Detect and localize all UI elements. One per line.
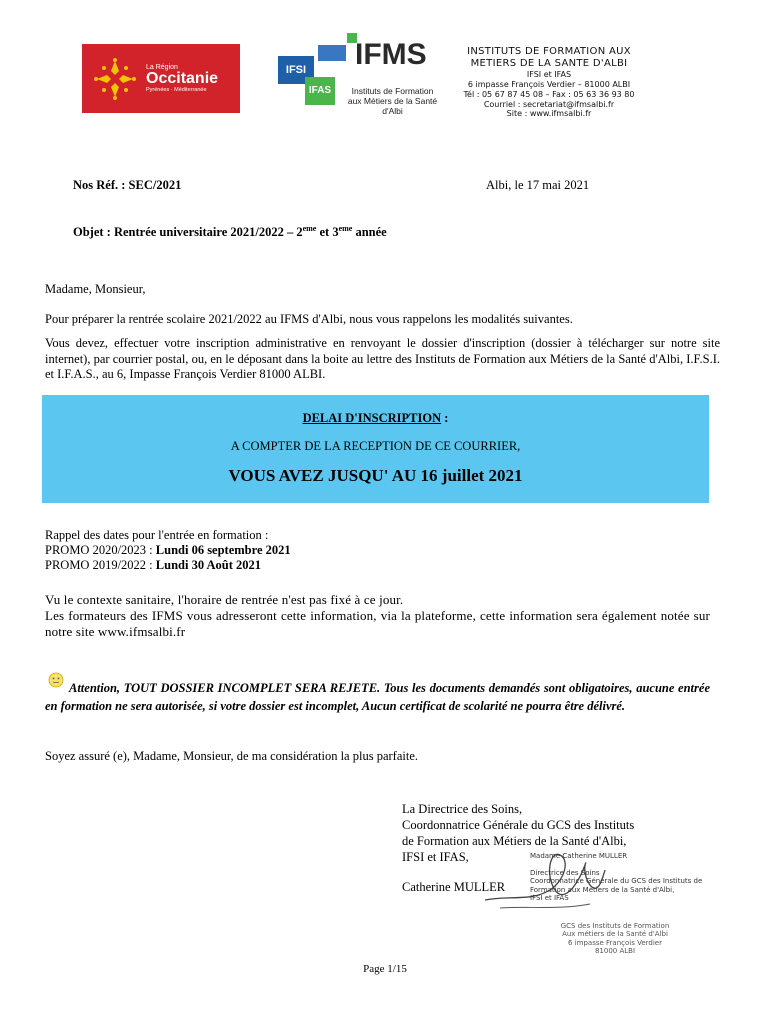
region-logo-line3: Pyrénées · Méditerranée bbox=[146, 86, 207, 93]
stamp2-line: 6 impasse François Verdier bbox=[568, 938, 662, 947]
signature-line: Coordonnatrice Générale du GCS des Instituts bbox=[402, 818, 635, 832]
attention-warning bbox=[45, 679, 710, 715]
signature-line: IFSI et IFAS, bbox=[402, 850, 469, 864]
salutation: Madame, Monsieur, bbox=[45, 282, 146, 296]
promo-2020-line bbox=[45, 543, 291, 558]
institution-stamp bbox=[555, 922, 675, 956]
ifms-subtitle-line: aux Métiers de la Santé bbox=[347, 95, 438, 106]
ifms-logo-ifsi: IFSI bbox=[278, 56, 314, 84]
signer-name: Catherine MULLER bbox=[402, 880, 506, 894]
promo-2020-date: Lundi 06 septembre 2021 bbox=[155, 542, 291, 557]
signature-stamp bbox=[530, 852, 702, 902]
stamp-line: Directrice des Soins bbox=[530, 868, 600, 877]
ifms-logo-blue-square bbox=[318, 45, 346, 61]
letter-date: Albi, le 17 mai 2021 bbox=[486, 178, 590, 192]
page-number: Page 1/15 bbox=[363, 963, 407, 975]
deadline-title-suffix: : bbox=[441, 411, 449, 425]
institute-line: IFSI et IFAS bbox=[526, 70, 572, 80]
institute-name-line2: METIERS DE LA SANTE D'ALBI bbox=[470, 58, 628, 70]
subject-sup1: eme bbox=[302, 224, 317, 233]
stamp2-line: 81000 ALBI bbox=[594, 947, 636, 956]
region-logo-text bbox=[146, 64, 218, 94]
institute-email: Courriel : secretariat@ifmsalbi.fr bbox=[483, 99, 615, 109]
subject-sup2: eme bbox=[338, 224, 353, 233]
region-logo-line1: La Région bbox=[146, 63, 178, 71]
ifms-logo-ifas: IFAS bbox=[305, 77, 335, 105]
subject-prefix: Objet : Rentrée universitaire 2021/2022 – 2 bbox=[73, 225, 303, 240]
letter-subject bbox=[73, 224, 387, 240]
deadline-title-underlined: DELAI D'INSCRIPTION bbox=[302, 411, 442, 425]
institute-website: Site : www.ifmsalbi.fr bbox=[506, 109, 592, 119]
institute-phone: Tél : 05 67 87 45 08 – Fax : 05 63 36 93 80 bbox=[463, 89, 635, 99]
ifms-subtitle-line: d'Albi bbox=[382, 105, 403, 116]
institute-address: 6 impasse François Verdier – 81000 ALBI bbox=[467, 80, 631, 90]
rappel-intro: Rappel des dates pour l'entrée en formation : bbox=[45, 528, 269, 542]
region-occitanie-logo bbox=[82, 44, 240, 113]
promo-2019-line bbox=[45, 558, 291, 573]
promo-2020-label: PROMO 2020/2023 : bbox=[45, 542, 156, 557]
stamp-line: Formation aux Métiers de la Santé d'Albi, bbox=[530, 885, 675, 894]
letter-reference: Nos Réf. : SEC/2021 bbox=[73, 178, 182, 192]
promo-2019-date: Lundi 30 Août 2021 bbox=[155, 557, 262, 572]
subject-suffix: année bbox=[352, 225, 387, 240]
sanitary-context bbox=[45, 592, 710, 640]
signature-line: La Directrice des Soins, bbox=[402, 802, 523, 816]
attention-text: Attention, TOUT DOSSIER INCOMPLET SERA REJETE. Tous les documents demandés sont obligatoires, aucune entrée en formation ne sera autorisée, si votre dossier est incomplet, Aucun certificat de scolarité ne pourra être délivré. bbox=[45, 681, 710, 714]
deadline-title bbox=[42, 411, 709, 426]
stamp2-line: GCS des Instituts de Formation bbox=[560, 922, 670, 930]
promo-2019-label: PROMO 2019/2022 : bbox=[45, 557, 156, 572]
occitan-cross-icon bbox=[92, 56, 138, 102]
stamp2-line: Aux métiers de la Santé d'Albi bbox=[562, 930, 668, 939]
stamp-line bbox=[530, 860, 702, 868]
paragraph-inscription: Vous devez, effectuer votre inscription administrative en renvoyant le dossier d'inscription (dossier à télécharger sur notre site internet), par courrier postal, ou, en le déposant dans la boite au lettre des Instituts de Formation aux Métiers de la Santé d'Albi, I.F.S.I. et I.F.A.S., au 6, Impasse François Verdier 81000 ALBI. bbox=[45, 336, 720, 382]
subject-mid: et 3 bbox=[316, 225, 339, 240]
institute-name-line1: INSTITUTS DE FORMATION AUX bbox=[467, 46, 631, 57]
ifms-logo-word: IFMS bbox=[355, 38, 427, 71]
stamp-line: Coordonnatrice Générale du GCS des Instituts de bbox=[530, 877, 703, 886]
sanitary-line2: Les formateurs des IFMS vous adresseront cette information, via la plateforme, cette information sera également notée sur notre site www.ifmsalbi.fr bbox=[45, 607, 710, 639]
deadline-date: VOUS AVEZ JUSQU' AU 16 juillet 2021 bbox=[228, 466, 523, 485]
deadline-line2: A COMPTER DE LA RECEPTION DE CE COURRIER, bbox=[230, 439, 521, 453]
stamp-line: Madame Catherine MULLER bbox=[530, 852, 628, 860]
institute-address-block bbox=[440, 46, 658, 119]
region-logo-line2: Occitanie bbox=[146, 69, 219, 87]
ifms-logo-subtitle bbox=[340, 87, 445, 116]
rappel-dates bbox=[45, 528, 291, 572]
closing-formula: Soyez assuré (e), Madame, Monsieur, de ma considération la plus parfaite. bbox=[45, 749, 418, 763]
ifms-subtitle-line: Instituts de Formation bbox=[351, 86, 434, 96]
stamp-line: IFSI et IFAS bbox=[530, 893, 569, 902]
signature-line: de Formation aux Métiers de la Santé d'Albi, bbox=[402, 834, 627, 848]
sanitary-line1: Vu le contexte sanitaire, l'horaire de rentrée n'est pas fixé à ce jour. bbox=[45, 592, 404, 607]
paragraph-intro: Pour préparer la rentrée scolaire 2021/2022 au IFMS d'Albi, nous vous rappelons les modalités suivantes. bbox=[45, 312, 573, 326]
